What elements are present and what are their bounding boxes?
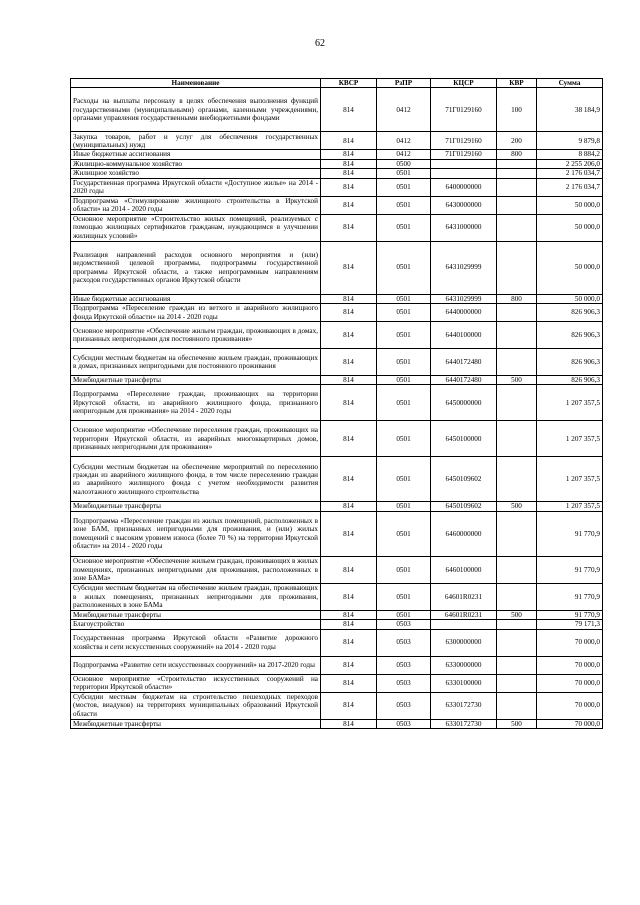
cell-kvr bbox=[497, 620, 537, 629]
cell-rzpr: 0501 bbox=[377, 457, 431, 502]
cell-kvsr: 814 bbox=[321, 132, 377, 150]
cell-kvr bbox=[497, 159, 537, 168]
cell-sum: 91 770,9 bbox=[537, 511, 603, 556]
cell-rzpr: 0501 bbox=[377, 556, 431, 583]
table-row bbox=[71, 349, 603, 376]
cell-kvr: 500 bbox=[497, 719, 537, 728]
cell-kvsr: 814 bbox=[321, 502, 377, 511]
cell-kvr bbox=[497, 169, 537, 178]
cell-name: Субсидии местным бюджетам на обеспечение жильем граждан, проживающих в жилых помещениях, признанных непригодными для проживания, расположенных в зоне БАМа bbox=[71, 583, 321, 610]
header-sum: Сумма bbox=[537, 79, 603, 88]
table-row bbox=[71, 610, 603, 619]
cell-kvsr: 814 bbox=[321, 674, 377, 692]
cell-kcsr bbox=[431, 169, 497, 178]
cell-name: Основное мероприятие «Обеспечение жильем граждан, проживающих в жилых помещениях, признанных непригодными для проживания, расположенных в зоне БАМа» bbox=[71, 556, 321, 583]
cell-name: Подпрограмма «Стимулирование жилищного строительства в Иркутской области» на 2014 - 2020 годы bbox=[71, 196, 321, 214]
cell-rzpr: 0501 bbox=[377, 178, 431, 196]
cell-rzpr: 0503 bbox=[377, 692, 431, 719]
cell-name: Жилищно-коммунальное хозяйство bbox=[71, 159, 321, 168]
cell-rzpr: 0501 bbox=[377, 421, 431, 457]
cell-name: Субсидии местным бюджетам на обеспечение мероприятий по переселению граждан из аварийного жилищного фонда, в том числе переселению граждан из аварийного жилищного фонда с учетом необходимости развития малоэтажного жилищного строительства bbox=[71, 457, 321, 502]
table-row bbox=[71, 132, 603, 150]
cell-kcsr: 64601R0231 bbox=[431, 583, 497, 610]
header-kvsr: КВСР bbox=[321, 79, 377, 88]
cell-rzpr: 0503 bbox=[377, 719, 431, 728]
cell-sum: 1 207 357,5 bbox=[537, 385, 603, 421]
cell-kvsr: 814 bbox=[321, 169, 377, 178]
cell-kcsr: 71Г0129160 bbox=[431, 88, 497, 132]
cell-kvr: 100 bbox=[497, 88, 537, 132]
cell-rzpr: 0503 bbox=[377, 620, 431, 629]
cell-rzpr: 0501 bbox=[377, 511, 431, 556]
cell-kcsr bbox=[431, 159, 497, 168]
cell-kcsr: 6460000000 bbox=[431, 511, 497, 556]
cell-sum: 70 000,0 bbox=[537, 629, 603, 656]
cell-sum: 50 000,0 bbox=[537, 196, 603, 214]
cell-rzpr: 0501 bbox=[377, 376, 431, 385]
cell-kvsr: 814 bbox=[321, 719, 377, 728]
cell-rzpr: 0501 bbox=[377, 322, 431, 349]
cell-sum: 9 879,8 bbox=[537, 132, 603, 150]
cell-kvr bbox=[497, 457, 537, 502]
cell-name: Подпрограмма «Переселение граждан, проживающих на территории Иркутской области, из аварийного жилищного фонда, признанного непригодным для проживания» на 2014 - 2020 годы bbox=[71, 385, 321, 421]
table-row bbox=[71, 304, 603, 322]
cell-rzpr: 0501 bbox=[377, 304, 431, 322]
cell-kvsr: 814 bbox=[321, 304, 377, 322]
cell-name: Иные бюджетные ассигнования bbox=[71, 294, 321, 303]
cell-sum: 2 255 206,0 bbox=[537, 159, 603, 168]
cell-kvsr: 814 bbox=[321, 150, 377, 159]
cell-sum: 2 176 034,7 bbox=[537, 169, 603, 178]
cell-sum: 1 207 357,5 bbox=[537, 502, 603, 511]
cell-kcsr: 6440000000 bbox=[431, 304, 497, 322]
table-row bbox=[71, 196, 603, 214]
cell-sum: 2 176 034,7 bbox=[537, 178, 603, 196]
cell-rzpr: 0501 bbox=[377, 241, 431, 294]
cell-kvsr: 814 bbox=[321, 196, 377, 214]
cell-kvsr: 814 bbox=[321, 294, 377, 303]
cell-rzpr: 0501 bbox=[377, 385, 431, 421]
cell-kcsr: 6300000000 bbox=[431, 629, 497, 656]
table-row bbox=[71, 385, 603, 421]
cell-kcsr: 6440172480 bbox=[431, 376, 497, 385]
cell-kcsr: 6460100000 bbox=[431, 556, 497, 583]
table-row bbox=[71, 511, 603, 556]
cell-kvr bbox=[497, 421, 537, 457]
cell-name: Субсидии местным бюджетам на строительство пешеходных переходов (мостов, виадуков) на территориях муниципальных образований Иркутской области bbox=[71, 692, 321, 719]
cell-kvr: 500 bbox=[497, 376, 537, 385]
cell-kvsr: 814 bbox=[321, 376, 377, 385]
cell-kcsr: 6440100000 bbox=[431, 322, 497, 349]
cell-kvsr: 814 bbox=[321, 88, 377, 132]
cell-name: Основное мероприятие «Обеспечение переселения граждан, проживающих на территории Иркутской области, из аварийных многоквартирных домов, признанных непригодными для проживания» bbox=[71, 421, 321, 457]
table-row bbox=[71, 376, 603, 385]
cell-kvsr: 814 bbox=[321, 610, 377, 619]
cell-rzpr: 0503 bbox=[377, 674, 431, 692]
table-row bbox=[71, 421, 603, 457]
cell-sum: 1 207 357,5 bbox=[537, 457, 603, 502]
cell-kcsr: 6430000000 bbox=[431, 196, 497, 214]
cell-name: Субсидии местным бюджетам на обеспечение жильем граждан, проживающих в домах, признанных непригодными для постоянного проживания bbox=[71, 349, 321, 376]
cell-kvr: 800 bbox=[497, 150, 537, 159]
cell-name: Государственная программа Иркутской области «Развитие дорожного хозяйства и сети искусственных сооружений» на 2014 - 2020 годы bbox=[71, 629, 321, 656]
cell-name: Жилищное хозяйство bbox=[71, 169, 321, 178]
cell-rzpr: 0501 bbox=[377, 169, 431, 178]
table-row bbox=[71, 457, 603, 502]
cell-name: Реализация направлений расходов основного мероприятия и (или) ведомственной целевой программы, подпрограммы государственной программы Иркутской области, а также непрограммным направлениям расходов государственных органов Иркутской области bbox=[71, 241, 321, 294]
table-row bbox=[71, 214, 603, 241]
cell-name: Основное мероприятие «Строительство жилых помещений, реализуемых с помощью жилищных сертификатов гражданам, нуждающимся в улучшении жилищных условий» bbox=[71, 214, 321, 241]
cell-kcsr: 6330000000 bbox=[431, 656, 497, 674]
cell-kcsr bbox=[431, 620, 497, 629]
table-row bbox=[71, 692, 603, 719]
cell-kcsr: 6330172730 bbox=[431, 719, 497, 728]
cell-kvsr: 814 bbox=[321, 349, 377, 376]
cell-rzpr: 0412 bbox=[377, 132, 431, 150]
cell-rzpr: 0503 bbox=[377, 629, 431, 656]
table-row bbox=[71, 159, 603, 168]
cell-sum: 79 171,3 bbox=[537, 620, 603, 629]
cell-kvsr: 814 bbox=[321, 692, 377, 719]
cell-sum: 50 000,0 bbox=[537, 294, 603, 303]
cell-kvr bbox=[497, 629, 537, 656]
cell-name: Благоустройство bbox=[71, 620, 321, 629]
table-row bbox=[71, 241, 603, 294]
cell-kvr bbox=[497, 349, 537, 376]
header-kcsr: КЦСР bbox=[431, 79, 497, 88]
cell-name: Межбюджетные трансферты bbox=[71, 376, 321, 385]
table-row bbox=[71, 629, 603, 656]
cell-kvsr: 814 bbox=[321, 620, 377, 629]
cell-kvr bbox=[497, 556, 537, 583]
cell-kvsr: 814 bbox=[321, 629, 377, 656]
cell-sum: 50 000,0 bbox=[537, 241, 603, 294]
table-row bbox=[71, 178, 603, 196]
cell-kvr: 200 bbox=[497, 132, 537, 150]
cell-sum: 38 184,9 bbox=[537, 88, 603, 132]
cell-kvr bbox=[497, 656, 537, 674]
table-row bbox=[71, 656, 603, 674]
cell-name: Иные бюджетные ассигнования bbox=[71, 150, 321, 159]
cell-sum: 70 000,0 bbox=[537, 656, 603, 674]
cell-kvr bbox=[497, 385, 537, 421]
cell-kvsr: 814 bbox=[321, 656, 377, 674]
cell-kcsr: 6450109602 bbox=[431, 457, 497, 502]
cell-kvr: 500 bbox=[497, 610, 537, 619]
table-row bbox=[71, 674, 603, 692]
cell-kcsr: 6431029999 bbox=[431, 294, 497, 303]
cell-kvr bbox=[497, 511, 537, 556]
cell-rzpr: 0501 bbox=[377, 502, 431, 511]
cell-name: Подпрограмма «Развитие сети искусственных сооружений» на 2017-2020 годы bbox=[71, 656, 321, 674]
table-row bbox=[71, 88, 603, 132]
header-rzpr: РзПР bbox=[377, 79, 431, 88]
cell-name: Подпрограмма «Переселение граждан из жилых помещений, расположенных в зоне БАМ, признанных непригодными для проживания, и (или) жилых помещений с высоким уровнем износа (более 70 %) на территории Иркутской области» на 2014 - 2020 годы bbox=[71, 511, 321, 556]
cell-sum: 91 770,9 bbox=[537, 556, 603, 583]
cell-kvsr: 814 bbox=[321, 583, 377, 610]
cell-sum: 826 906,3 bbox=[537, 349, 603, 376]
table-row bbox=[71, 294, 603, 303]
cell-sum: 70 000,0 bbox=[537, 719, 603, 728]
cell-sum: 70 000,0 bbox=[537, 692, 603, 719]
cell-name: Закупка товаров, работ и услуг для обеспечения государственных (муниципальных) нужд bbox=[71, 132, 321, 150]
cell-kcsr: 6450109602 bbox=[431, 502, 497, 511]
cell-sum: 1 207 357,5 bbox=[537, 421, 603, 457]
cell-rzpr: 0503 bbox=[377, 656, 431, 674]
cell-kcsr: 64601R0231 bbox=[431, 610, 497, 619]
header-name: Наименование bbox=[71, 79, 321, 88]
table-row bbox=[71, 583, 603, 610]
cell-sum: 8 884,2 bbox=[537, 150, 603, 159]
cell-kcsr: 6400000000 bbox=[431, 178, 497, 196]
cell-kvsr: 814 bbox=[321, 241, 377, 294]
cell-kvr bbox=[497, 583, 537, 610]
table-row bbox=[71, 556, 603, 583]
cell-sum: 50 000,0 bbox=[537, 214, 603, 241]
cell-kvr bbox=[497, 322, 537, 349]
cell-kvsr: 814 bbox=[321, 178, 377, 196]
cell-kvr bbox=[497, 196, 537, 214]
cell-name: Межбюджетные трансферты bbox=[71, 502, 321, 511]
cell-sum: 91 770,9 bbox=[537, 610, 603, 619]
cell-kcsr: 71Г0129160 bbox=[431, 132, 497, 150]
cell-kvr bbox=[497, 241, 537, 294]
cell-kvr bbox=[497, 674, 537, 692]
cell-name: Подпрограмма «Переселение граждан из ветхого и аварийного жилищного фонда Иркутской области» на 2014 - 2020 годы bbox=[71, 304, 321, 322]
cell-name: Государственная программа Иркутской области «Доступное жилье» на 2014 - 2020 годы bbox=[71, 178, 321, 196]
cell-kvr: 800 bbox=[497, 294, 537, 303]
cell-kcsr: 71Г0129160 bbox=[431, 150, 497, 159]
cell-kvsr: 814 bbox=[321, 214, 377, 241]
cell-kcsr: 6431000000 bbox=[431, 214, 497, 241]
table-header-row bbox=[71, 79, 603, 88]
cell-rzpr: 0501 bbox=[377, 294, 431, 303]
cell-rzpr: 0412 bbox=[377, 150, 431, 159]
cell-kvr: 500 bbox=[497, 502, 537, 511]
cell-kcsr: 6431029999 bbox=[431, 241, 497, 294]
cell-rzpr: 0412 bbox=[377, 88, 431, 132]
table-row bbox=[71, 719, 603, 728]
cell-kcsr: 6440172480 bbox=[431, 349, 497, 376]
cell-sum: 91 770,9 bbox=[537, 583, 603, 610]
cell-rzpr: 0501 bbox=[377, 583, 431, 610]
cell-kcsr: 6450100000 bbox=[431, 421, 497, 457]
cell-sum: 826 906,3 bbox=[537, 322, 603, 349]
table-row bbox=[71, 150, 603, 159]
cell-sum: 826 906,3 bbox=[537, 304, 603, 322]
cell-rzpr: 0501 bbox=[377, 196, 431, 214]
cell-kcsr: 6450000000 bbox=[431, 385, 497, 421]
cell-name: Основное мероприятие «Обеспечение жильем граждан, проживающих в домах, признанных непригодными для постоянного проживания» bbox=[71, 322, 321, 349]
page-number: 62 bbox=[315, 38, 325, 49]
cell-kvsr: 814 bbox=[321, 159, 377, 168]
cell-sum: 826 906,3 bbox=[537, 376, 603, 385]
cell-kvsr: 814 bbox=[321, 556, 377, 583]
cell-kvsr: 814 bbox=[321, 457, 377, 502]
table-row bbox=[71, 169, 603, 178]
cell-name: Основное мероприятие «Строительство искусственных сооружений на территории Иркутской области» bbox=[71, 674, 321, 692]
table-row bbox=[71, 322, 603, 349]
table-row bbox=[71, 502, 603, 511]
cell-kvsr: 814 bbox=[321, 385, 377, 421]
cell-sum: 70 000,0 bbox=[537, 674, 603, 692]
cell-rzpr: 0501 bbox=[377, 610, 431, 619]
cell-rzpr: 0501 bbox=[377, 214, 431, 241]
cell-name: Расходы на выплаты персоналу в целях обеспечения выполнения функций государственными (муниципальными) органами, казенными учреждениями, органами управления государственными внебюджетными фондами bbox=[71, 88, 321, 132]
cell-kcsr: 6330100000 bbox=[431, 674, 497, 692]
cell-rzpr: 0500 bbox=[377, 159, 431, 168]
cell-kvr bbox=[497, 304, 537, 322]
cell-kvsr: 814 bbox=[321, 421, 377, 457]
cell-rzpr: 0501 bbox=[377, 349, 431, 376]
cell-name: Межбюджетные трансферты bbox=[71, 610, 321, 619]
cell-kvsr: 814 bbox=[321, 322, 377, 349]
budget-table bbox=[70, 78, 603, 729]
table-row bbox=[71, 620, 603, 629]
cell-name: Межбюджетные трансферты bbox=[71, 719, 321, 728]
cell-kvr bbox=[497, 214, 537, 241]
header-kvr: КВР bbox=[497, 79, 537, 88]
cell-kvr bbox=[497, 178, 537, 196]
cell-kcsr: 6330172730 bbox=[431, 692, 497, 719]
cell-kvsr: 814 bbox=[321, 511, 377, 556]
cell-kvr bbox=[497, 692, 537, 719]
